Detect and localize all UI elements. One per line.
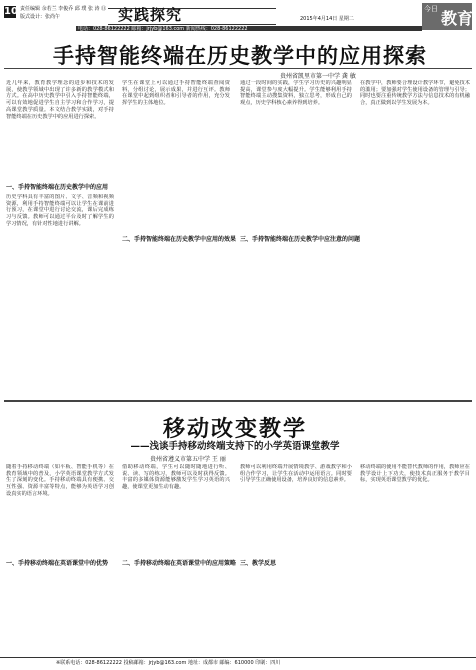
contact-bar-text: 电话：028-86122222 邮箱：jrjyb@163.com 新闻热线：028-86122222 (78, 26, 248, 32)
designer-line: 版式设计：张尚午 (20, 14, 61, 20)
footer-text: ※联系电话：028-86122222 投稿邮箱：jrjyb@163.com 地址：成都市 邮编：610000 印刷：四川 (56, 660, 281, 666)
article1-heading-2: 二、手持智能终端在历史教学中应用的效果 (122, 236, 237, 243)
article1-title: 手持智能终端在历史教学中的应用探索 (53, 43, 427, 68)
article1-col2-body: 学生在课堂上可以通过手持智能终端查阅资料，分组讨论，展示成果，并进行互评。教师在课堂中起到组织者和引导者的作用，充分发挥学生的主体地位。 (122, 80, 230, 107)
article2-title: 移动改变教学 (162, 416, 307, 442)
brand-logo-big: 教育 (441, 9, 474, 28)
article1-author: 贵州省凯里市第一中学 龚 敏 (280, 73, 356, 80)
brand-logo-small: 今日 (424, 5, 438, 13)
article1-title-rule (4, 68, 472, 69)
article2-heading-3: 三、教学反思 (240, 560, 277, 567)
editor-line: 责任编辑 余若兰 李俊乔 邱 璞 张 涛 ⑪ (20, 6, 107, 12)
article1-intro: 近几年来，教育教学理念的进步和技术的发展，使教学领域中出现了许多新的教学模式和方式。在高中历史教学中引入手持智能终端，可以有效地促进学生自主学习和合作学习，提高课堂教学质量。本文结合教学实践，对手持智能终端在历史教学中的应用进行探索。 (6, 80, 114, 120)
article1-col3-body: 通过一段时间的实践，学生学习历史的兴趣明显提高，课堂参与度大幅提升。学生能够利用手持智能终端主动搜集资料，独立思考，形成自己的观点，历史学科核心素养得到培养。 (240, 80, 352, 107)
article2-subtitle: ——浅谈手持移动终端支持下的小学英语课堂教学 (130, 441, 340, 452)
article1-col4-body: 在教学中，教师要合理设计教学环节，避免技术的滥用；要加强对学生使用设备的管理与引导；同时也要注重传统教学方法与信息技术的有机融合，真正做到以学生发展为本。 (360, 80, 470, 107)
article1-heading-3: 三、手持智能终端在历史教学中应注意的问题 (240, 236, 361, 243)
article2-col2-body: 借助移动终端，学生可以随时随地进行听、说、读、写的练习，教师可以及时获得反馈。丰富的多媒体资源能够激发学生学习英语的兴趣，使课堂更加生动有趣。 (122, 464, 230, 491)
article2-heading-1: 一、手持移动终端在英语课堂中的优势 (6, 560, 109, 567)
date-line: 2015年4月14日 星期二 (300, 16, 354, 22)
article2-col1-body: 随着手持移动终端（如平板、智能手机等）在教育领域中的普及，小学英语课堂教学方式发生了深刻的变化。手持移动终端具有便携、交互性强、资源丰富等特点，能够为英语学习创设真实的语言环境。 (6, 464, 114, 497)
article1-heading-1: 一、手持智能终端在历史教学中的应用 (6, 184, 109, 191)
page-number: 10 (4, 6, 18, 17)
article2-heading-2: 二、手持移动终端在英语课堂中的应用策略 (122, 560, 237, 567)
article2-author: 贵州省遵义市第五中学 王 丽 (150, 456, 226, 463)
article2-col3-body: 教师可以利用终端开展情境教学、游戏教学和小组合作学习，让学生在活动中运用语言。同时要引导学生正确使用设备，培养良好的信息素养。 (240, 464, 352, 484)
article1-col1-body: 历史学科具有丰富的图片、文字、音频和视频资源，利用手持智能终端可以让学生在课前进行预习，在课堂中进行讨论交流，课后完成练习与反馈。教师可以通过平台及时了解学生的学习情况，有针对性地进行讲解。 (6, 194, 114, 227)
article2-col4-body: 移动终端的使用不能替代教师的作用，教师应在教学设计上下功夫，使技术真正服务于教学目标，实现英语课堂教学的优化。 (360, 464, 470, 484)
article-divider (4, 400, 472, 402)
section-title: 实践探究 (118, 6, 183, 24)
